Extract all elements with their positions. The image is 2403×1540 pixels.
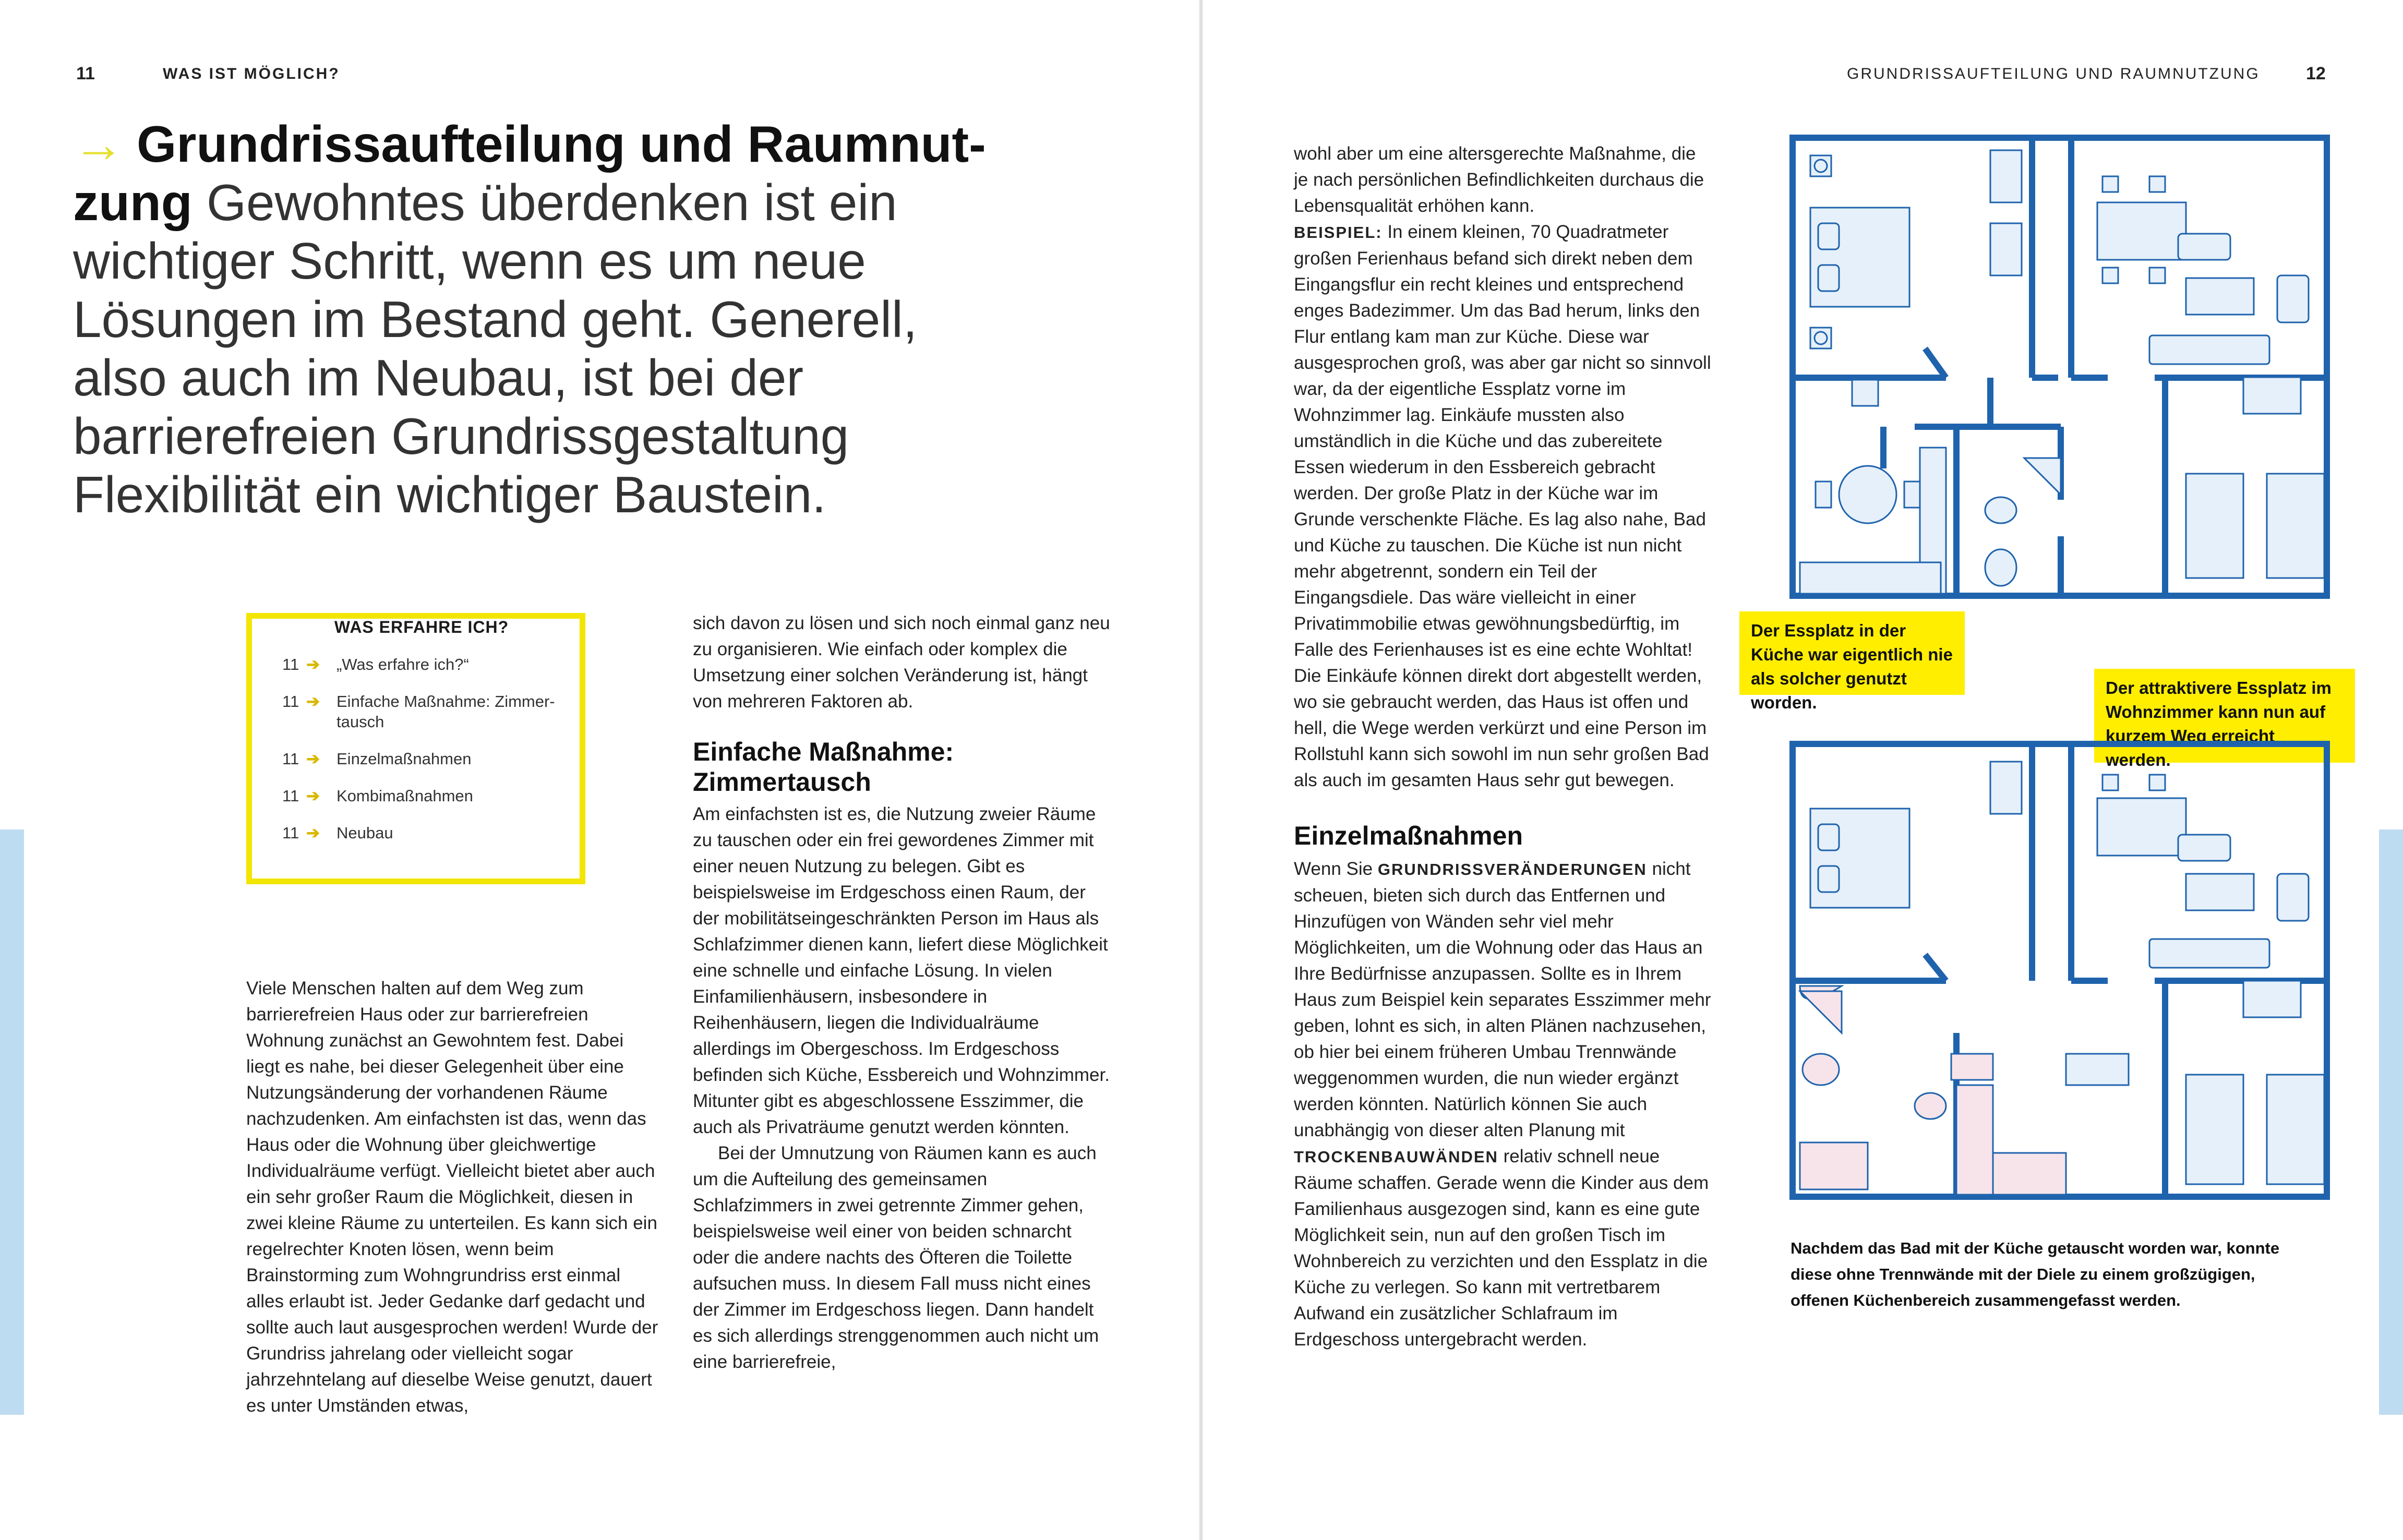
toc-item — [282, 786, 556, 806]
arrow-right-icon: ➔ — [306, 750, 320, 768]
left-running-title: WAS IST MÖGLICH? — [163, 65, 340, 82]
floor-plan-after — [1789, 741, 2330, 1200]
right-running-title: GRUNDRISSAUFTEILUNG UND RAUMNUTZUNG — [1847, 65, 2260, 82]
arrow-right-icon: ➔ — [306, 787, 320, 805]
right-page-number: 12 — [2306, 64, 2326, 83]
arrow-right-icon: ➔ — [306, 655, 320, 673]
toc-box — [246, 613, 585, 884]
arrow-right-icon: ➔ — [306, 824, 320, 842]
body-paragraph: sich davon zu lösen und sich noch einmal ganz neu zu organisieren. Wie einfach oder komplex die Umsetzung einer solchen Veränderung ist, hängt von mehreren Faktoren ab. — [693, 613, 1110, 712]
body-paragraph: BEISPIEL: In einem kleinen, 70 Quadratmeter großen Ferienhaus befand sich direkt neben dem Eingangsflur ein recht kleines und entsprechend enges Badezimmer. Um das Bad herum, links den Flur entlang kam man zur Küche. Diese war ausgesprochen groß, was aber gar nicht so sinnvoll war, da der eigentliche Essplatz vorne im Wohnzimmer lag. Einkäufe mussten also umständlich in die Küche und das zubereitete Essen wiederum in den Essbereich gebracht werden. Der große Platz in der Küche war im Grunde verschenkte Fläche. Es lag also nahe, Bad und Küche zu tauschen. Die Küche ist nun nicht mehr abgetrennt, sondern ein Teil der Eingangsdiele. Das wäre vielleicht in einer Privatimmobilie etwas gewöhnungsbedürftig, im Falle des Ferienhauses ist es eine echte Wohltat! Die Einkäufe können direkt dort abgestellt werden, wo sie gebraucht werden, das Haus ist offen und hell, die Wege werden verkürzt und eine Person im Rollstuhl kann sich sowohl im nun sehr großen Bad als auch im gesamten Haus sehr gut bewegen. — [1294, 222, 1711, 790]
right-edge-tab — [2379, 829, 2403, 1415]
toc-label: Einfache Maßnahme: Zimmer-tausch — [337, 692, 555, 731]
callout-after: Der attraktivere Essplatz im Wohnzimmer kann nun auf kurzem Weg erreicht werden. — [2094, 669, 2355, 763]
toc-item — [282, 691, 556, 732]
toc-item — [282, 823, 556, 843]
chapter-title: Grundrissaufteilung und Raumnut-zung — [73, 115, 986, 231]
arrow-right-icon: ➔ — [306, 692, 320, 711]
toc-page-number: 11 — [282, 750, 299, 768]
column-3 — [1294, 141, 1711, 1353]
toc-list — [282, 654, 556, 860]
toc-label: „Was erfahre ich?“ — [337, 655, 469, 673]
example-label: BEISPIEL: — [1294, 223, 1383, 242]
toc-box-title: WAS ERFAHRE ICH? — [334, 618, 509, 636]
toc-page-number: 11 — [282, 655, 299, 673]
body-paragraph: Am einfachsten ist es, die Nutzung zweier Räume zu tauschen oder ein frei gewordenes Zimmer mit einer neuen Nutzung zu belegen. Gibt es beispielsweise im Erdgeschoss einen Raum, der der mobilitätseingeschränkten Person im Haus als Schlafzimmer dienen kann, liefert diese Möglichkeit eine schnelle und einfache Lösung. In vielen Einfamilienhäusern, insbesondere in Reihenhäusern, liegen die Individualräume allerdings im Obergeschoss. Im Erdgeschoss befinden sich Küche, Essbereich und Wohnzimmer. Mitunter gibt es abgeschlossene Esszimmer, die auch als Privaträume genutzt werden könnten. — [693, 804, 1110, 1137]
floor-plan-before — [1789, 135, 2330, 600]
toc-page-number: 11 — [282, 692, 299, 711]
left-page-number: 11 — [76, 64, 95, 83]
page-spine — [1199, 0, 1203, 1540]
toc-item — [282, 749, 556, 769]
caps-term: GRUNDRISSVERÄNDERUNGEN — [1377, 860, 1647, 879]
column-1 — [246, 976, 658, 1419]
callout-before: Der Essplatz in der Küche war eigentlich nie als solcher genutzt worden. — [1739, 611, 1965, 695]
section-heading-einzelmassnahmen: Einzelmaßnahmen — [1294, 821, 1523, 850]
toc-label: Neubau — [337, 824, 393, 842]
column-2 — [693, 610, 1110, 1375]
toc-page-number: 11 — [282, 824, 299, 842]
section-heading-zimmertausch: Einfache Maßnahme: Zimmertausch — [693, 737, 954, 797]
toc-label: Einzelmaßnahmen — [337, 750, 472, 768]
chapter-lead: Gewohntes überdenken ist ein wichtiger Schritt, wenn es um neue Lösungen im Bestand geht. Generell, also auch im Neubau, ist bei der barrierefreien Grundrissgestaltung Flexibilität ein wichtiger Baustein. — [73, 174, 918, 523]
toc-label: Kombimaßnahmen — [337, 787, 473, 805]
caps-term: TROCKENBAUWÄNDEN — [1294, 1148, 1498, 1166]
body-paragraph: Wenn Sie GRUNDRISSVERÄNDERUNGEN nicht scheuen, bieten sich durch das Entfernen und Hinzufügen von Wänden sehr viel mehr Möglichkeiten, um die Wohnung oder das Haus an Ihre Bedürfnisse anzupassen. Sollte es in Ihrem Haus zum Beispiel kein separates Esszimmer mehr geben, lohnt es sich, in alten Plänen nachzusehen, ob hier bei einem früheren Umbau Trennwände weggenommen wurden, die nun wieder ergänzt werden könnten. Natürlich können Sie auch unabhängig von dieser alten Planung mit TROCKENBAUWÄNDEN relativ schnell neue Räume schaffen. Gerade wenn die Kinder aus dem Familienhaus ausgezogen sind, kann es eine gute Möglichkeit sein, nun auf den großen Tisch im Wohnbereich zu verzichten und den Essplatz in die Küche zu verlegen. So kann mit vertretbarem Aufwand ein zusätzlicher Schlafraum im Erdgeschoss untergebracht werden. — [1294, 859, 1711, 1350]
body-paragraph: Viele Menschen halten auf dem Weg zum barrierefreien Haus oder zur barrierefreien Wohnung zunächst an Gewohntem fest. Dabei liegt es nahe, bei dieser Gelegenheit über eine Nutzungsänderung der vorhandenen Räume nachzudenken. Am einfachsten ist das, wenn das Haus oder die Wohnung über gleichwertige Individualräume verfügt. Vielleicht bietet aber auch ein sehr großer Raum die Möglichkeit, diesen in zwei kleine Räume zu unterteilen. Es kann sich ein regelrechter Knoten lösen, wenn beim Brainstorming zum Wohngrundriss erst einmal alles erlaubt ist. Jeder Gedanke darf gedacht und sollte auch laut ausgesprochen werden! Wurde der Grundriss jahrelang oder vielleicht sogar jahrzehntelang auf dieselbe Weise genutzt, dauert es unter Umständen etwas, — [246, 978, 658, 1416]
figure-caption: Nachdem das Bad mit der Küche getauscht worden war, konnte diese ohne Trennwände mit der Diele zu einem großzügigen, offenen Küchenbereich zusammengefasst werden. — [1791, 1239, 2280, 1309]
body-paragraph: wohl aber um eine altersgerechte Maßnahme, die je nach persönlichen Befindlichkeiten durchaus die Lebensqualität erhöhen kann. — [1294, 143, 1704, 216]
chapter-intro — [73, 115, 1002, 524]
arrow-right-icon: → — [73, 115, 124, 173]
body-paragraph: Bei der Umnutzung von Räumen kann es auch um die Aufteilung des gemeinsamen Schlafzimmers in zwei getrennte Zimmer gehen, beispielsweise weil einer von beiden schnarcht oder die andere nachts des Öfteren die Toilette aufsuchen muss. In diesem Fall muss nicht eines der Zimmer im Erdgeschoss liegen. Dann handelt es sich allerdings strenggenommen auch nicht um eine barrierefreie, — [693, 1143, 1099, 1372]
toc-item — [282, 654, 556, 675]
toc-page-number: 11 — [282, 787, 299, 805]
left-edge-tab — [0, 829, 24, 1415]
